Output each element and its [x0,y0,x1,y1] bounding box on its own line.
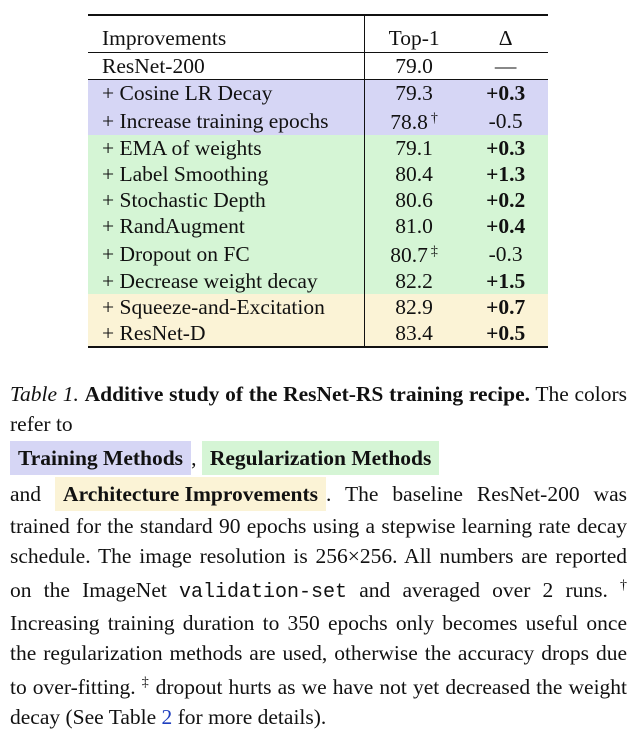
row-improvement-name: + Dropout on FC [88,239,364,268]
row-top1-cell [364,213,463,239]
caption-body-part-1: . The baseline ResNet-200 was trained for the standard 90 epochs using a stepwise learning rate decay schedule. The image resolution is 256×256. All numbers are reported on the ImageNet [10,482,627,602]
row-top1-value: 80.4 [395,162,433,186]
row-top1-value: 79.3 [395,81,433,105]
row-top1-cell [364,135,463,161]
row-top1-value: 82.9 [395,295,433,319]
row-top1-cell [364,106,463,135]
row-improvement-name: + RandAugment [88,213,364,239]
caption-validation-set: validation-set [179,581,348,604]
caption-dagger: † [620,578,628,593]
table-row [88,320,548,347]
caption-body [10,477,627,732]
row-top1-cell [364,161,463,187]
chip-regularization-methods: Regularization Methods [202,441,440,475]
row-top1-cell [364,187,463,213]
table-row [88,53,548,80]
table-row [88,135,548,161]
results-table-container [88,14,548,348]
row-improvement-name: + Squeeze-and-Excitation [88,294,364,320]
row-top1-cell [364,53,463,80]
table-row [88,161,548,187]
row-delta-value: -0.5 [463,106,548,135]
row-top1-value: 83.4 [395,321,433,345]
table-2-link[interactable]: 2 [161,705,173,729]
caption-body-part-2: and averaged over 2 runs. [359,578,608,602]
caption-and: and [10,482,42,506]
row-top1-value: 78.8 [390,110,428,134]
row-delta-value: -0.3 [463,239,548,268]
row-improvement-name: + EMA of weights [88,135,364,161]
row-top1-value: 80.7 [390,243,428,267]
row-improvement-name: + Increase training epochs [88,106,364,135]
row-improvement-name: + ResNet-D [88,320,364,347]
row-delta-value: +0.2 [463,187,548,213]
table-row [88,187,548,213]
row-improvement-name: + Cosine LR Decay [88,80,364,107]
header-top1: Top-1 [364,15,463,53]
row-improvement-name: + Label Smoothing [88,161,364,187]
row-footnote-mark: ‡ [430,244,438,259]
table-caption [10,379,627,732]
row-top1-value: 80.6 [395,188,433,212]
caption-label: Table 1. [10,382,79,406]
row-top1-cell [364,294,463,320]
row-top1-value: 82.2 [395,269,433,293]
caption-chip-row [10,439,627,477]
caption-title: Additive study of the ResNet-RS training recipe. [84,382,530,406]
caption-body-part-4: dropout hurts as we have not yet decreased the weight decay (See Table [10,675,628,729]
row-delta-value: +1.3 [463,161,548,187]
results-table [88,14,548,348]
table-row [88,294,548,320]
row-delta-value: +0.7 [463,294,548,320]
caption-line-1 [10,379,627,439]
table-body [88,53,548,348]
row-improvement-name: ResNet-200 [88,53,364,80]
row-top1-cell [364,320,463,347]
caption-body-part-3: Increasing training duration to 350 epochs only becomes useful once the regularization methods are used, otherwise the accuracy drops due to over-fitting. [10,611,627,699]
table-row [88,80,548,107]
caption-double-dagger: ‡ [141,675,150,690]
row-top1-value: 81.0 [395,214,433,238]
table-row [88,239,548,268]
row-top1-value: 79.1 [395,136,433,160]
row-improvement-name: + Stochastic Depth [88,187,364,213]
row-delta-value: +0.3 [463,135,548,161]
row-footnote-mark: † [430,111,438,126]
header-delta: Δ [463,15,548,53]
table-row [88,268,548,294]
row-delta-value: +1.5 [463,268,548,294]
row-improvement-name: + Decrease weight decay [88,268,364,294]
table-row [88,106,548,135]
chip-training-methods: Training Methods [10,441,191,475]
row-delta-value: +0.5 [463,320,548,347]
row-delta-value: — [463,53,548,80]
caption-comma: , [191,446,197,470]
header-improvements: Improvements [88,15,364,53]
caption-colors-intro: The colors refer to [10,382,628,436]
row-delta-value: +0.3 [463,80,548,107]
table-header-row [88,15,548,53]
caption-body-part-5: for more details). [177,705,327,729]
row-top1-cell [364,268,463,294]
row-top1-cell [364,80,463,107]
chip-architecture-improvements: Architecture Improvements [55,477,326,511]
row-top1-value: 79.0 [395,54,433,78]
table-row [88,213,548,239]
row-top1-cell [364,239,463,268]
row-delta-value: +0.4 [463,213,548,239]
